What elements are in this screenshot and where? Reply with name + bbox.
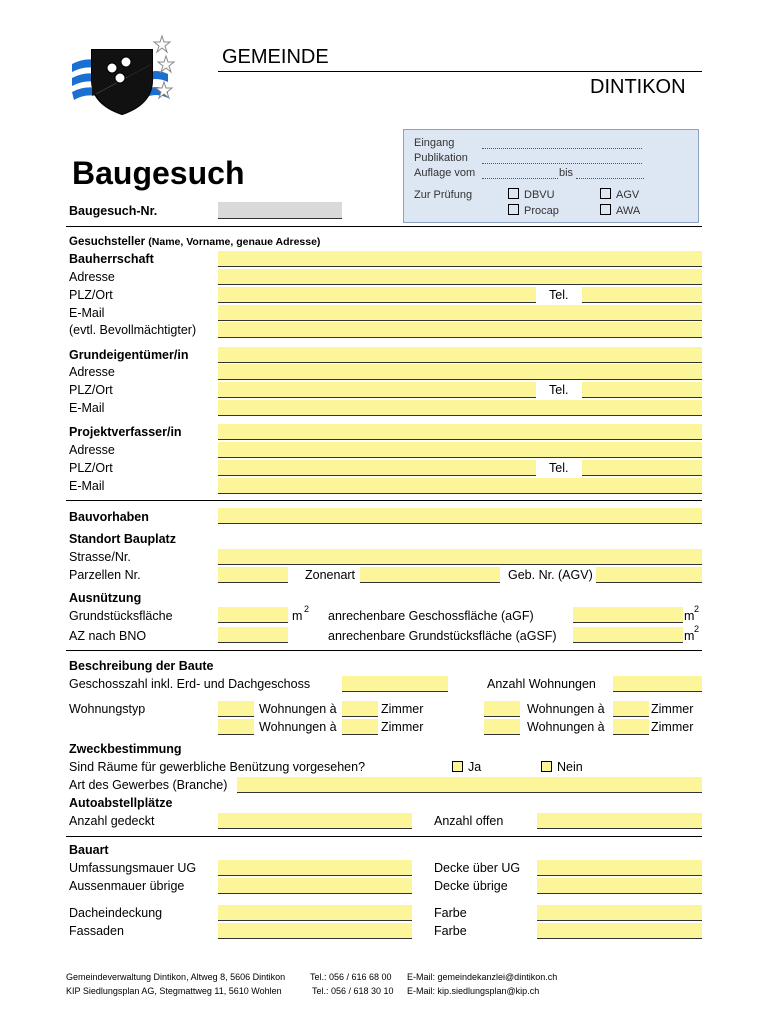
label-zonenart: Zonenart xyxy=(305,568,356,582)
unit-m2: m xyxy=(684,629,695,643)
eigentuemer-plz-field[interactable] xyxy=(218,382,536,398)
label-bevollmaechtigter: (evtl. Bevollmächtigter) xyxy=(69,323,197,337)
label-anzahl-offen: Anzahl offen xyxy=(434,814,504,828)
section-zweckbestimmung: Zweckbestimmung xyxy=(69,742,182,756)
strasse-field[interactable] xyxy=(218,549,702,565)
unit-exponent: 2 xyxy=(694,624,700,634)
eigentuemer-email-field[interactable] xyxy=(218,400,702,416)
label-farbe: Farbe xyxy=(434,924,467,938)
label-wohnungen-a: Wohnungen à xyxy=(259,702,337,716)
label-aussenmauer: Aussenmauer übrige xyxy=(69,879,185,893)
label-grundstuecksflaeche: Grundstücksfläche xyxy=(69,609,173,623)
eigentuemer-field[interactable] xyxy=(218,347,702,363)
section-bauart: Bauart xyxy=(69,843,109,857)
section-standort: Standort Bauplatz xyxy=(69,532,176,546)
verfasser-email-field[interactable] xyxy=(218,478,702,494)
label-adresse: Adresse xyxy=(69,365,115,379)
decke-uebrige-field[interactable] xyxy=(537,878,702,894)
anzahl-gedeckt-field[interactable] xyxy=(218,813,412,829)
label-gewerbe-frage: Sind Räume für gewerbliche Benützung vorgesehen? xyxy=(69,760,366,774)
label-bauvorhaben: Bauvorhaben xyxy=(69,510,149,524)
label-decke-uebrige: Decke übrige xyxy=(434,879,508,893)
section-projektverfasser: Projektverfasser/in xyxy=(69,425,182,439)
label-tel: Tel. xyxy=(549,383,569,397)
label-email: E-Mail xyxy=(69,306,105,320)
unit-exponent: 2 xyxy=(694,604,700,614)
label-adresse: Adresse xyxy=(69,270,115,284)
bauherr-adresse-field[interactable] xyxy=(218,269,702,285)
section-gesuchsteller: Gesuchsteller (Name, Vorname, genaue Adresse) xyxy=(69,236,321,248)
section-ausnuetzung: Ausnützung xyxy=(69,591,142,605)
label-anzahl-gedeckt: Anzahl gedeckt xyxy=(69,814,155,828)
label-decke-ug: Decke über UG xyxy=(434,861,521,875)
bauvorhaben-field[interactable] xyxy=(218,508,702,524)
label-wohnungstyp: Wohnungstyp xyxy=(69,702,146,716)
checkbox-agv[interactable]: AGV xyxy=(600,188,639,202)
art-gewerbe-field[interactable] xyxy=(237,777,702,793)
label-baugesuch-nr: Baugesuch-Nr. xyxy=(69,204,158,218)
footer-email-2: E-Mail: kip.siedlungsplan@kip.ch xyxy=(407,986,540,996)
label-wohnungen-a: Wohnungen à xyxy=(527,720,605,734)
unit-m2: m xyxy=(292,609,303,623)
label-farbe: Farbe xyxy=(434,906,467,920)
umfassungsmauer-field[interactable] xyxy=(218,860,412,876)
label-anzahl-wohnungen: Anzahl Wohnungen xyxy=(487,677,596,691)
aussenmauer-field[interactable] xyxy=(218,878,412,894)
label-wohnungen-a: Wohnungen à xyxy=(259,720,337,734)
label-tel: Tel. xyxy=(549,461,569,475)
dacheindeckung-field[interactable] xyxy=(218,905,412,921)
label-eingang: Eingang xyxy=(414,137,455,149)
verfasser-field[interactable] xyxy=(218,424,702,440)
footer-address-1: Gemeindeverwaltung Dintikon, Altweg 8, 5606 Dintikon xyxy=(66,972,286,982)
label-email: E-Mail xyxy=(69,479,105,493)
fassaden-farbe-field[interactable] xyxy=(537,923,702,939)
footer-address-2: KIP Siedlungsplan AG, Stegmattweg 11, 5610 Wohlen xyxy=(66,986,282,996)
label-dacheindeckung: Dacheindeckung xyxy=(69,906,163,920)
checkbox-ja[interactable]: Ja xyxy=(452,760,481,775)
bauherr-tel-field[interactable] xyxy=(582,287,702,303)
municipality-label: GEMEINDE xyxy=(222,46,329,68)
footer-tel-2: Tel.: 056 / 618 30 10 xyxy=(312,986,394,996)
anzahl-offen-field[interactable] xyxy=(537,813,702,829)
footer-tel-1: Tel.: 056 / 616 68 00 xyxy=(310,972,392,982)
decke-ug-field[interactable] xyxy=(537,860,702,876)
anzahl-wohnungen-field[interactable] xyxy=(613,676,702,692)
verfasser-tel-field[interactable] xyxy=(582,460,702,476)
label-agsf: anrechenbare Grundstücksfläche (aGSF) xyxy=(328,629,557,643)
label-geb-nr: Geb. Nr. (AGV) xyxy=(508,568,593,582)
label-tel: Tel. xyxy=(549,288,569,302)
checkbox-awa[interactable]: AWA xyxy=(600,204,640,218)
geschosszahl-field[interactable] xyxy=(342,676,448,692)
az-field[interactable] xyxy=(218,627,288,643)
label-zimmer: Zimmer xyxy=(381,720,424,734)
wohnungen-count-2[interactable] xyxy=(218,719,254,735)
zonenart-field[interactable] xyxy=(360,567,500,583)
parzellen-field[interactable] xyxy=(218,567,288,583)
agf-field[interactable] xyxy=(573,607,683,623)
municipality-name: DINTIKON xyxy=(590,76,686,98)
verfasser-adresse-field[interactable] xyxy=(218,442,702,458)
checkbox-procap[interactable]: Procap xyxy=(508,204,559,218)
label-art-gewerbe: Art des Gewerbes (Branche) xyxy=(69,778,228,792)
bauherr-plz-field[interactable] xyxy=(218,287,536,303)
label-strasse: Strasse/Nr. xyxy=(69,550,131,564)
label-agf: anrechenbare Geschossfläche (aGF) xyxy=(328,609,534,623)
label-adresse: Adresse xyxy=(69,443,115,457)
zimmer-count-2[interactable] xyxy=(342,719,378,735)
wohnungen-count-4[interactable] xyxy=(484,719,520,735)
header-rule xyxy=(218,71,702,72)
dach-farbe-field[interactable] xyxy=(537,905,702,921)
eigentuemer-tel-field[interactable] xyxy=(582,382,702,398)
label-bis: bis xyxy=(559,167,574,179)
fassaden-field[interactable] xyxy=(218,923,412,939)
wohnungen-count-3[interactable] xyxy=(484,701,520,717)
grundstuecksflaeche-field[interactable] xyxy=(218,607,288,623)
zimmer-count-4[interactable] xyxy=(613,719,649,735)
label-zimmer: Zimmer xyxy=(651,720,694,734)
agsf-field[interactable] xyxy=(573,627,683,643)
label-publikation: Publikation xyxy=(414,152,468,164)
label-bauherrschaft: Bauherrschaft xyxy=(69,252,154,266)
section-beschreibung: Beschreibung der Baute xyxy=(69,659,214,673)
page-title: Baugesuch xyxy=(72,155,245,191)
section-autoabstellplaetze: Autoabstellplätze xyxy=(69,796,173,810)
verfasser-plz-field[interactable] xyxy=(218,460,536,476)
checkbox-dbvu[interactable]: DBVU xyxy=(508,188,555,202)
label-plz: PLZ/Ort xyxy=(69,383,113,397)
unit-exponent: 2 xyxy=(304,604,310,614)
label-plz: PLZ/Ort xyxy=(69,288,113,302)
baugesuch-nr-field[interactable] xyxy=(218,202,342,219)
checkbox-nein[interactable]: Nein xyxy=(541,760,583,775)
section-grundeigentuemer: Grundeigentümer/in xyxy=(69,348,189,362)
bevollmaechtigter-field[interactable] xyxy=(218,322,702,338)
unit-m2: m xyxy=(684,609,695,623)
label-pruefung: Zur Prüfung xyxy=(414,189,473,201)
bauherrschaft-field[interactable] xyxy=(218,251,702,267)
wohnungen-count-1[interactable] xyxy=(218,701,254,717)
geb-nr-field[interactable] xyxy=(596,567,702,583)
eigentuemer-adresse-field[interactable] xyxy=(218,364,702,380)
label-geschosszahl: Geschosszahl inkl. Erd- und Dachgeschoss xyxy=(69,677,311,691)
zimmer-count-1[interactable] xyxy=(342,701,378,717)
zimmer-count-3[interactable] xyxy=(613,701,649,717)
label-wohnungen-a: Wohnungen à xyxy=(527,702,605,716)
municipal-crest xyxy=(68,34,178,116)
label-auflage: Auflage vom xyxy=(414,167,476,179)
label-az: AZ nach BNO xyxy=(69,629,147,643)
label-parzellen: Parzellen Nr. xyxy=(69,568,141,582)
label-fassaden: Fassaden xyxy=(69,924,124,938)
office-use-box xyxy=(403,129,699,223)
label-zimmer: Zimmer xyxy=(381,702,424,716)
label-email: E-Mail xyxy=(69,401,105,415)
label-umfassungsmauer: Umfassungsmauer UG xyxy=(69,861,197,875)
label-plz: PLZ/Ort xyxy=(69,461,113,475)
bauherr-email-field[interactable] xyxy=(218,305,702,321)
footer-email-1: E-Mail: gemeindekanzlei@dintikon.ch xyxy=(407,972,558,982)
label-zimmer: Zimmer xyxy=(651,702,694,716)
